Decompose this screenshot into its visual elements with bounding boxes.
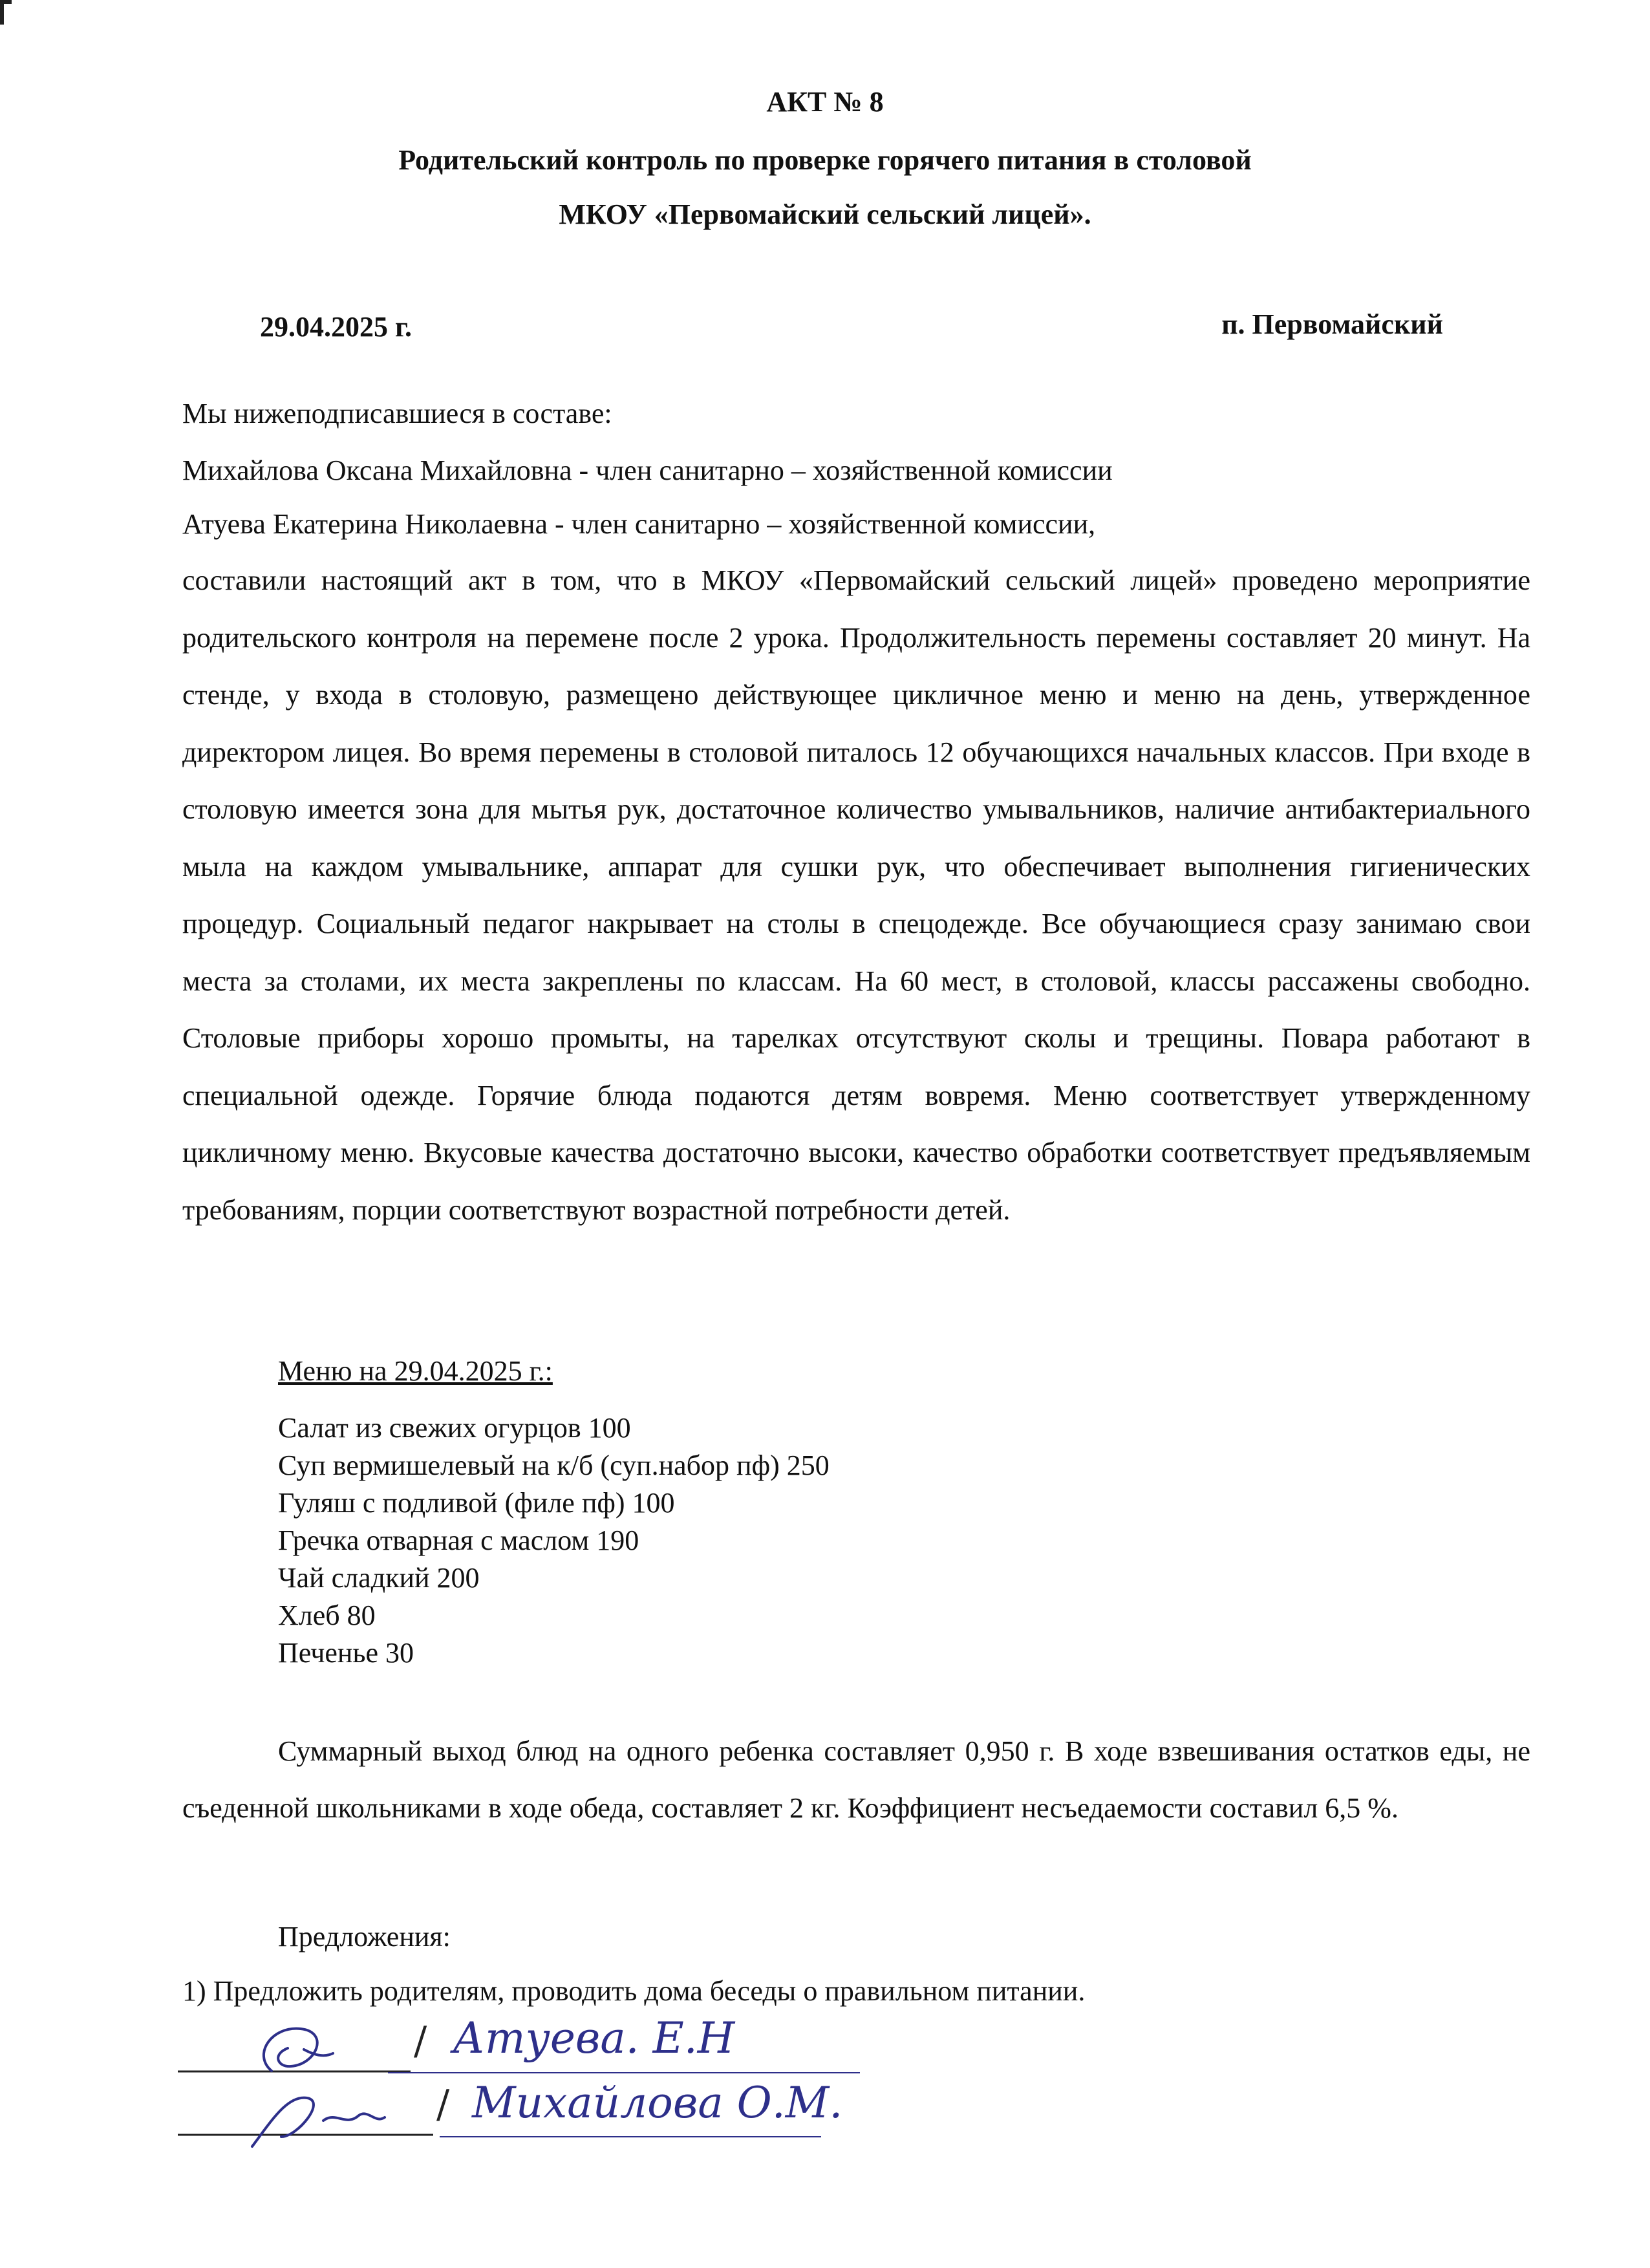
menu-item: Гуляш с подливой (филе пф) 100 <box>278 1487 675 1519</box>
signature-separator-2: / <box>436 2082 450 2127</box>
act-subtitle-line1: Родительский контроль по проверке горячего питания в столовой <box>398 144 1252 176</box>
act-body-paragraph: составили настоящий акт в том, что в МКОУ «Первомайский сельский лицей» проведено мероприятие родительского контроля на перемене после 2 урока. Продолжительность перемены составляет 20 минут. На стенде, у входа в столовую, размещено действующее цикличное меню и меню на день, утвержденное директором лицея. Во время перемены в столовой питалось 12 обучающихся начальных классов. При входе в столовую имеется зона для мытья рук, достаточное количество умывальников, наличие антибактериального мыла на каждом умывальнике, аппарат для сушки рук, что обеспечивает выполнения гигиенических процедур. Социальный педагог накрывает на столы в спецодежде. Все обучающиеся сразу занимаю свои места за столами, их места закреплены по классам. На 60 мест, в столовой, классы рассажены свободно. Столовые приборы хорошо промыты, на тарелках отсутствуют сколы и трещины. Повара работают в специальной одежде. Горячие блюда подаются детям вовремя. Меню соответствует утвержденному цикличному меню. Вкусовые качества достаточно высоки, качество обработки соответствует предъявляемым требованиям, порции соответствуют возрастной потребности детей. <box>182 564 1530 1226</box>
act-date: 29.04.2025 г. <box>260 311 412 343</box>
menu-list <box>278 1409 830 1672</box>
menu-item: Печенье 30 <box>278 1637 414 1669</box>
act-place: п. Первомайский <box>1221 308 1443 340</box>
signature-row-1 <box>175 2009 886 2081</box>
signature-name-2: Михайлова О.М. <box>472 2078 843 2128</box>
proposals-heading: Предложения: <box>278 1921 451 1952</box>
commission-member-1: Михайлова Оксана Михайловна - член санитарно – хозяйственной комиссии <box>182 455 1113 486</box>
signature-row-2 <box>175 2075 886 2146</box>
menu-item: Хлеб 80 <box>278 1599 376 1631</box>
signature-separator-1: / <box>414 2018 427 2064</box>
proposal-item-1: 1) Предложить родителям, проводить дома беседы о правильном питании. <box>182 1975 1086 2007</box>
menu-heading: Меню на 29.04.2025 г.: <box>278 1355 553 1387</box>
act-title: АКТ № 8 <box>766 86 884 118</box>
intro-lead: Мы нижеподписавшиеся в составе: <box>182 398 612 429</box>
act-subtitle-line2: МКОУ «Первомайский сельский лицей». <box>559 198 1091 230</box>
menu-item: Гречка отварная с маслом 190 <box>278 1524 639 1556</box>
scan-corner-mark <box>0 0 12 25</box>
menu-item: Салат из свежих огурцов 100 <box>278 1412 631 1444</box>
summary-paragraph: Суммарный выход блюд на одного ребенка составляет 0,950 г. В ходе взвешивания остатков еды, не съеденной школьниками в ходе обеда, составляет 2 кг. Коэффициент несъедаемости составил 6,5 %. <box>182 1735 1530 1824</box>
commission-member-2: Атуева Екатерина Николаевна - член санитарно – хозяйственной комиссии, <box>182 508 1096 540</box>
menu-item: Чай сладкий 200 <box>278 1562 480 1594</box>
signature-name-1: Атуева. Е.Н <box>453 2013 735 2063</box>
menu-item: Суп вермишелевый на к/б (суп.набор пф) 250 <box>278 1450 830 1481</box>
